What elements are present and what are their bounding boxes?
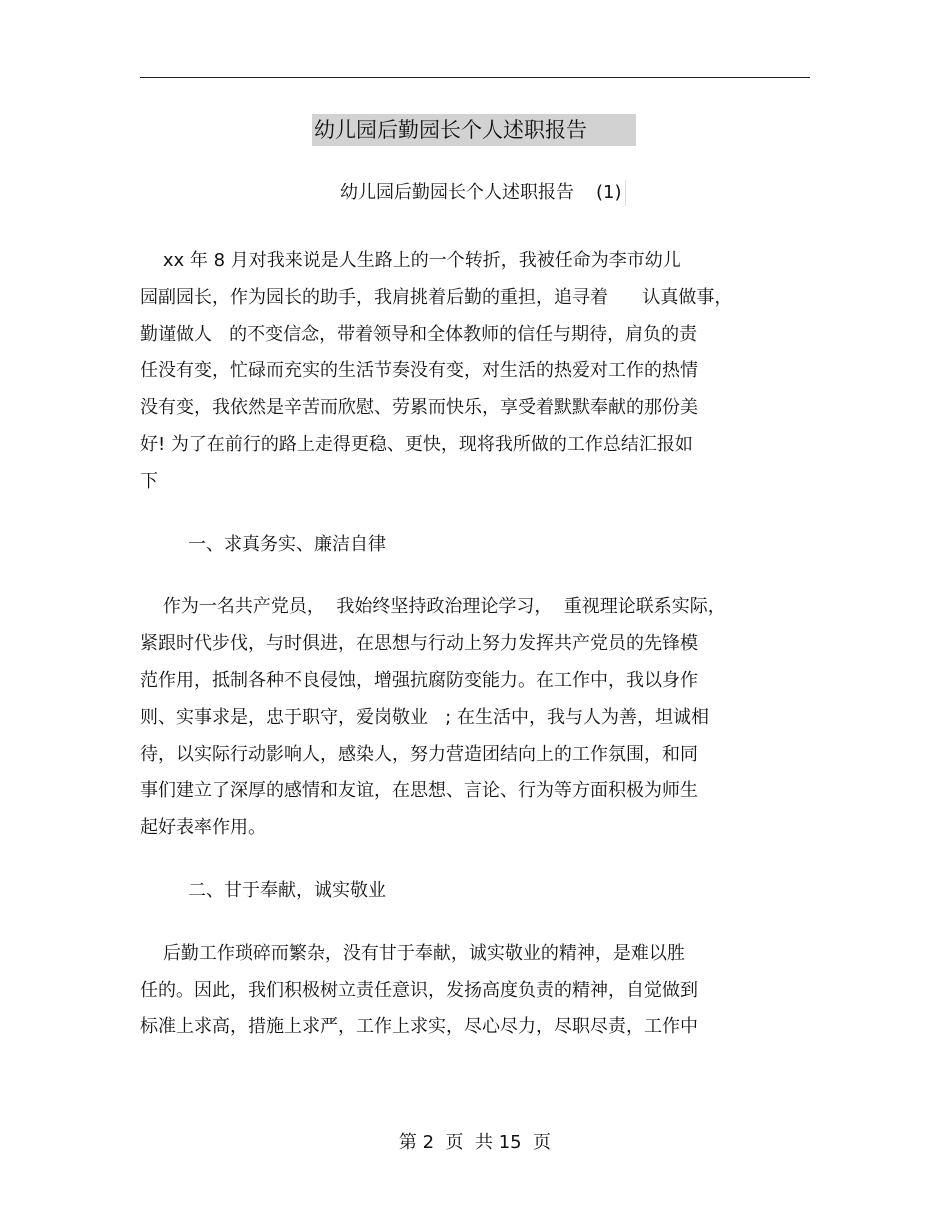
paragraph-line: 事们建立了深厚的感情和友谊，在思想、言论、行为等方面积极为师生: [140, 780, 698, 802]
subtitle-number: (1): [596, 182, 622, 203]
paragraph-line: 则、实事求是，忠于职守，爱岗敬业 ; 在生活中，我与人为善，坦诚相: [140, 706, 709, 728]
section-heading-2: 二、甘于奉献，诚实敬业: [188, 879, 386, 901]
paragraph-line: 没有变，我依然是辛苦而欣慰、劳累而快乐，享受着默默奉献的那份美: [140, 397, 698, 419]
paragraph-line: 作为一名共产党员， 我始终坚持政治理论学习， 重视理论联系实际，: [140, 596, 726, 618]
paragraph-line: 任的。因此，我们积极树立责任意识，发扬高度负责的精神，自觉做到: [140, 979, 698, 1001]
document-subtitle: [340, 180, 626, 206]
section-1-paragraph: [140, 589, 812, 847]
section-heading-1: 一、求真务实、廉洁自律: [188, 533, 386, 555]
paragraph-line: 勤谨做人 的不变信念，带着领导和全体教师的信任与期待，肩负的责: [140, 323, 698, 345]
header-rule: [140, 77, 810, 78]
section-2-paragraph: [140, 936, 812, 1046]
paragraph-line: 待，以实际行动影响人，感染人，努力营造团结向上的工作氛围，和同: [140, 743, 698, 765]
paragraph-line: 起好表率作用。: [140, 817, 266, 839]
paragraph-line: 紧跟时代步伐，与时俱进，在思想与行动上努力发挥共产党员的先锋模: [140, 633, 698, 655]
paragraph-line: 任没有变，忙碌而充实的生活节奏没有变，对生活的热爱对工作的热情: [140, 360, 698, 382]
intro-paragraph: [140, 243, 812, 501]
document-body: [140, 243, 812, 1046]
paragraph-line: 范作用，抵制各种不良侵蚀，增强抗腐防变能力。在工作中，我以身作: [140, 669, 698, 691]
paragraph-line: 后勤工作琐碎而繁杂，没有甘于奉献，诚实敬业的精神，是难以胜: [140, 942, 685, 964]
paragraph-line: 下: [140, 470, 158, 492]
document-title: 幼儿园后勤园长个人述职报告: [312, 114, 636, 146]
paragraph-line: 园副园长，作为园长的助手，我肩挑着后勤的重担，追寻着 认真做事，: [140, 286, 733, 308]
subtitle-text: 幼儿园后勤园长个人述职报告: [340, 182, 574, 203]
paragraph-line: xx 年 8 月对我来说是人生路上的一个转折，我被任命为李市幼儿: [140, 250, 681, 271]
paragraph-line: 好! 为了在前行的路上走得更稳、更快，现将我所做的工作总结汇报如: [140, 433, 693, 455]
page-number-footer: 第 2 页 共 15 页: [398, 1132, 552, 1153]
paragraph-line: 标准上求高，措施上求严，工作上求实，尽心尽力，尽职尽责，工作中: [140, 1016, 698, 1038]
